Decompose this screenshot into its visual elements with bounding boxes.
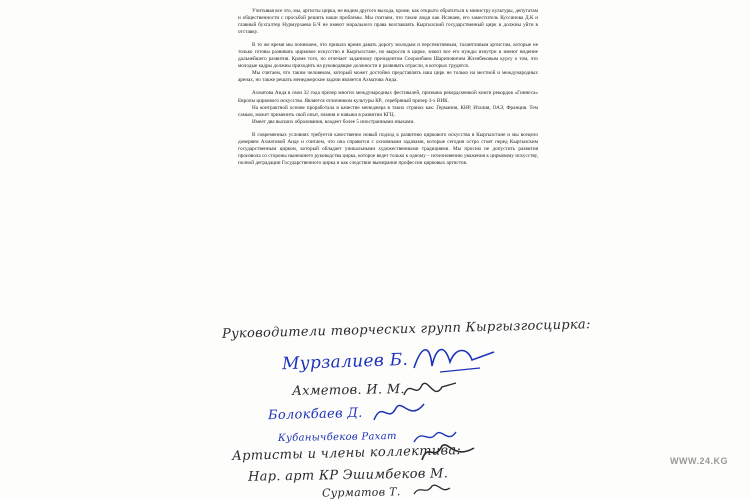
heading-members: Артисты и члены коллектива: [231, 443, 462, 464]
paragraph-5: На контрактной основе проработала в качестве менеджера в таких странах как: Германия, КНР, Италия, ОАЭ, Франция. Тем самым, может применить свой опыт, знания и навыки в развитии КГЦ. [238, 104, 538, 118]
paragraph-2: В то же время мы понимаем, что пришло время давать дорогу молодым и перспективным, талантливым артистам, которые не только готовы развивать цирковое искусство в Кыргызстане, но выросли в цирке, знают все его нужды изнутри и имеют видение дальнейшего развития. Кроме того, по отчечает заданному президентом Сооронбаем Шариповичем Жээнбековым курсу о том, что молодые кадры должны приходить на руководящие должности и развивать отрасли, в которых трудятся. [238, 42, 538, 70]
paragraph-4: Ахматова Аида в свои 32 года призер многих международных фестивалей, призвана рекордсменкой книги рекордов «Гиннеса» Европы циркового искусства. Является отличником культуры КР., серебряный призер 3-х ВИК. [238, 90, 538, 104]
paragraph-6: Имеет два высших образования, владеет более 5 иностранными языками. [252, 118, 415, 125]
signature-5-icon [418, 438, 478, 468]
signatory-4: Кубанычбеков Рахат [277, 430, 397, 445]
signatory-2: Ахметов. И. М. [291, 382, 406, 399]
paragraph-1: Учитывая все это, мы, артисты цирка, не видим другого выхода, кроме, как открыто обратиться к министру культуры, депутатам и общественности с просьбой решить наши проблемы. Мы считаем, что такие люди как Исанаев, его заместитель Куссинова Д.К и главный бухгалтер Нурмурзаева Б.Ч не имеют морального права возглавлять Кыргызский государственный цирк и должны уйти в отставку. [238, 8, 538, 36]
signatory-1: Мурзалиев Б. [281, 349, 409, 375]
signatory-3: Болокбаев Д. [267, 405, 363, 424]
signature-1-icon [410, 338, 500, 378]
signatory-6: Сурматов Т. [321, 485, 401, 500]
heading-leaders: Руководители творческих групп Кыргызгосцирка: [221, 317, 591, 342]
letter-body [238, 8, 538, 173]
site-watermark: WWW.24.KG [670, 456, 728, 466]
paragraph-3: Мы считаем, что таким человеком, который может достойно представлять наш цирк не только на местной и международных аренах, но также решать менеджерские задачи является Ахматова Аида. [238, 70, 538, 84]
signature-6-icon [412, 482, 452, 498]
signatory-5: Нар. арт КР Эшимбеков М. [247, 466, 449, 485]
signature-3-icon [370, 398, 430, 428]
paragraph-7: В современных условиях требуется качественно новый подход к развитию циркового искусства в Кыргызстане и мы всецело доверяем Ахматовой Аиде и считаем, что она справится с основными задачами, которые сегодня остро стоят перед Кыргызским государственным цирком, который обладает уникальными художественными традициями. Мы просим не допустить развития произвола со стороны нынешнего руководства цирка, которое ведет только к одному – исчезновению уважения к цирковому искусству, полной деградации Государственного цирка и как следствие вымирание профессии цирковых артистов. [238, 131, 538, 166]
